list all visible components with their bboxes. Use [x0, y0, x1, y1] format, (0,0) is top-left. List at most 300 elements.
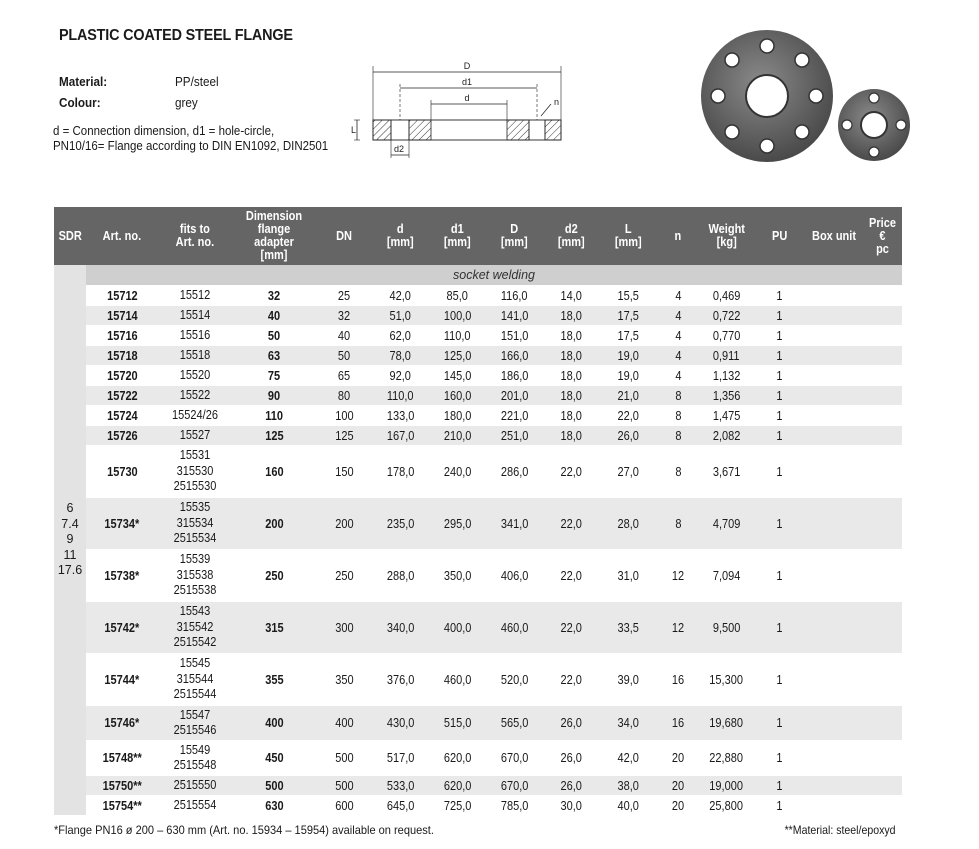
d-cell: 62,0 [372, 326, 429, 346]
n-cell: 20 [657, 776, 699, 796]
fits-cell [158, 366, 232, 386]
art-no-cell: 15716 [86, 326, 158, 346]
fits-value: 15512 [179, 287, 211, 302]
flange-product-photo [700, 22, 920, 182]
art-no-cell: 15714 [86, 306, 158, 326]
description [53, 124, 328, 154]
pu-cell: 1 [754, 446, 805, 498]
box-unit-cell [805, 602, 863, 654]
d-cell: 430,0 [372, 706, 429, 741]
col-n: n [657, 207, 699, 265]
fits-cell [158, 498, 232, 550]
dn-cell: 100 [316, 406, 372, 426]
d2-cell: 22,0 [543, 602, 600, 654]
d2-cell: 14,0 [543, 286, 600, 306]
box-unit-cell [805, 366, 863, 386]
dn-cell: 500 [316, 741, 372, 776]
D-cell: 286,0 [486, 446, 543, 498]
d2-cell: 22,0 [543, 550, 600, 602]
price-cell [863, 406, 902, 426]
D-cell: 670,0 [486, 741, 543, 776]
D-cell: 151,0 [486, 326, 543, 346]
box-unit-cell [805, 741, 863, 776]
col-dimension: Dimension flange adapter [mm] [232, 207, 316, 265]
sdr-value: 6 [66, 501, 74, 516]
col-sdr: SDR [54, 207, 86, 265]
d2-cell: 22,0 [543, 446, 600, 498]
pu-cell: 1 [754, 550, 805, 602]
L-cell: 40,0 [600, 796, 657, 816]
D-cell: 460,0 [486, 602, 543, 654]
weight-cell: 1,132 [699, 366, 754, 386]
fits-cell [158, 346, 232, 366]
weight-cell: 4,709 [699, 498, 754, 550]
D-cell: 670,0 [486, 776, 543, 796]
col-d2: d2 [mm] [543, 207, 600, 265]
dimension-cell: 32 [232, 286, 316, 306]
box-unit-cell [805, 346, 863, 366]
art-no-cell: 15748** [86, 741, 158, 776]
L-cell: 42,0 [600, 741, 657, 776]
dimension-cell: 355 [232, 654, 316, 706]
d-cell: 51,0 [372, 306, 429, 326]
fits-value: 15527 [179, 427, 211, 442]
fits-value: 15549 [179, 742, 211, 757]
d-cell: 133,0 [372, 406, 429, 426]
weight-cell: 9,500 [699, 602, 754, 654]
art-no-cell: 15722 [86, 386, 158, 406]
footnote-left: *Flange PN16 ø 200 – 630 mm (Art. no. 15934 – 15954) available on request. [54, 823, 434, 837]
d-cell: 78,0 [372, 346, 429, 366]
label-L: L [351, 125, 357, 135]
fits-cell [158, 602, 232, 654]
n-cell: 16 [657, 654, 699, 706]
box-unit-cell [805, 286, 863, 306]
d-cell: 340,0 [372, 602, 429, 654]
pu-cell: 1 [754, 498, 805, 550]
table-row [54, 366, 902, 386]
fits-value: 2515548 [173, 758, 217, 772]
d1-cell: 145,0 [429, 366, 486, 386]
price-cell [863, 346, 902, 366]
weight-cell: 1,356 [699, 386, 754, 406]
col-L: L [mm] [600, 207, 657, 265]
price-cell [863, 446, 902, 498]
pu-cell: 1 [754, 706, 805, 741]
L-cell: 21,0 [600, 386, 657, 406]
page-title: PLASTIC COATED STEEL FLANGE [59, 27, 293, 44]
sdr-value: 11 [63, 547, 77, 562]
d1-cell: 100,0 [429, 306, 486, 326]
col-dn: DN [316, 207, 372, 265]
price-cell [863, 654, 902, 706]
pu-cell: 1 [754, 426, 805, 446]
label-D: D [463, 61, 471, 71]
price-cell [863, 286, 902, 306]
art-no-cell: 15738* [86, 550, 158, 602]
fits-cell [158, 550, 232, 602]
L-cell: 31,0 [600, 550, 657, 602]
L-cell: 26,0 [600, 426, 657, 446]
pu-cell: 1 [754, 386, 805, 406]
col-d: d [mm] [372, 207, 429, 265]
small-flange-image [838, 89, 910, 161]
d1-cell: 460,0 [429, 654, 486, 706]
L-cell: 17,5 [600, 306, 657, 326]
box-unit-cell [805, 326, 863, 346]
d1-cell: 240,0 [429, 446, 486, 498]
weight-cell: 0,469 [699, 286, 754, 306]
L-cell: 34,0 [600, 706, 657, 741]
box-unit-cell [805, 796, 863, 816]
art-no-cell: 15742* [86, 602, 158, 654]
weight-cell: 7,094 [699, 550, 754, 602]
art-no-cell: 15726 [86, 426, 158, 446]
fits-cell [158, 286, 232, 306]
dimension-cell: 315 [232, 602, 316, 654]
fits-cell [158, 306, 232, 326]
fits-value: 15520 [179, 367, 211, 382]
fits-value: 2515544 [173, 687, 217, 702]
dn-cell: 32 [316, 306, 372, 326]
d1-cell: 350,0 [429, 550, 486, 602]
weight-cell: 19,000 [699, 776, 754, 796]
price-cell [863, 326, 902, 346]
d2-cell: 30,0 [543, 796, 600, 816]
col-box-unit: Box unit [805, 207, 863, 265]
d-cell: 42,0 [372, 286, 429, 306]
dimension-cell: 75 [232, 366, 316, 386]
art-no-cell: 15730 [86, 446, 158, 498]
dimension-cell: 40 [232, 306, 316, 326]
weight-cell: 25,800 [699, 796, 754, 816]
fits-value: 15514 [179, 307, 211, 322]
price-cell [863, 498, 902, 550]
fits-value: 2515534 [173, 531, 217, 546]
d2-cell: 18,0 [543, 346, 600, 366]
fits-cell [158, 326, 232, 346]
d-cell: 178,0 [372, 446, 429, 498]
fits-value: 315530 [176, 463, 214, 478]
fits-value: 15516 [179, 327, 211, 342]
L-cell: 17,5 [600, 326, 657, 346]
dimension-cell: 400 [232, 706, 316, 741]
n-cell: 16 [657, 706, 699, 741]
dimension-cell: 63 [232, 346, 316, 366]
table-row [54, 776, 902, 796]
fits-value: 315534 [176, 515, 214, 530]
d2-cell: 22,0 [543, 498, 600, 550]
dimension-cell: 250 [232, 550, 316, 602]
d-cell: 110,0 [372, 386, 429, 406]
fits-cell [158, 796, 232, 816]
price-cell [863, 426, 902, 446]
D-cell: 341,0 [486, 498, 543, 550]
n-cell: 8 [657, 446, 699, 498]
n-cell: 8 [657, 426, 699, 446]
price-cell [863, 386, 902, 406]
d1-cell: 210,0 [429, 426, 486, 446]
fits-value: 15547 [179, 707, 211, 722]
D-cell: 251,0 [486, 426, 543, 446]
table-row [54, 386, 902, 406]
fits-cell [158, 446, 232, 498]
col-d1: d1 [mm] [429, 207, 486, 265]
col-pu: PU [754, 207, 805, 265]
n-cell: 4 [657, 306, 699, 326]
sdr-value: 9 [66, 532, 74, 547]
col-D: D [mm] [486, 207, 543, 265]
fits-value: 315538 [176, 567, 214, 582]
dn-cell: 25 [316, 286, 372, 306]
box-unit-cell [805, 706, 863, 741]
fits-value: 15531 [179, 448, 211, 463]
dimension-cell: 90 [232, 386, 316, 406]
box-unit-cell [805, 550, 863, 602]
price-cell [863, 776, 902, 796]
dn-cell: 65 [316, 366, 372, 386]
pu-cell: 1 [754, 286, 805, 306]
L-cell: 15,5 [600, 286, 657, 306]
table-row [54, 796, 902, 816]
table-row [54, 286, 902, 306]
L-cell: 33,5 [600, 602, 657, 654]
dn-cell: 125 [316, 426, 372, 446]
weight-cell: 3,671 [699, 446, 754, 498]
L-cell: 28,0 [600, 498, 657, 550]
fits-value: 2515530 [173, 479, 217, 494]
weight-cell: 2,082 [699, 426, 754, 446]
d2-cell: 26,0 [543, 776, 600, 796]
pu-cell: 1 [754, 366, 805, 386]
price-cell [863, 366, 902, 386]
dn-cell: 400 [316, 706, 372, 741]
pu-cell: 1 [754, 346, 805, 366]
fits-value: 2515554 [173, 797, 217, 812]
D-cell: 785,0 [486, 796, 543, 816]
table-row [54, 741, 902, 776]
L-cell: 22,0 [600, 406, 657, 426]
spec-value: PP/steel [175, 74, 219, 89]
d1-cell: 85,0 [429, 286, 486, 306]
n-cell: 4 [657, 326, 699, 346]
dn-cell: 50 [316, 346, 372, 366]
d1-cell: 620,0 [429, 741, 486, 776]
weight-cell: 1,475 [699, 406, 754, 426]
D-cell: 186,0 [486, 366, 543, 386]
pu-cell: 1 [754, 602, 805, 654]
d2-cell: 18,0 [543, 326, 600, 346]
n-cell: 4 [657, 286, 699, 306]
table-row [54, 306, 902, 326]
d-cell: 376,0 [372, 654, 429, 706]
d-cell: 167,0 [372, 426, 429, 446]
spec-value: grey [175, 95, 198, 110]
d2-cell: 26,0 [543, 741, 600, 776]
L-cell: 19,0 [600, 346, 657, 366]
table-row [54, 654, 902, 706]
d-cell: 533,0 [372, 776, 429, 796]
table-row [54, 326, 902, 346]
n-cell: 20 [657, 741, 699, 776]
fits-value: 15543 [179, 604, 211, 619]
label-n: n [554, 97, 560, 107]
pu-cell: 1 [754, 306, 805, 326]
description-line: d = Connection dimension, d1 = hole-circle, [53, 124, 275, 138]
dn-cell: 250 [316, 550, 372, 602]
d2-cell: 26,0 [543, 706, 600, 741]
d2-cell: 18,0 [543, 406, 600, 426]
D-cell: 116,0 [486, 286, 543, 306]
dimension-cell: 125 [232, 426, 316, 446]
D-cell: 221,0 [486, 406, 543, 426]
L-cell: 39,0 [600, 654, 657, 706]
n-cell: 12 [657, 602, 699, 654]
d-cell: 288,0 [372, 550, 429, 602]
art-no-cell: 15734* [86, 498, 158, 550]
d2-cell: 18,0 [543, 386, 600, 406]
weight-cell: 0,722 [699, 306, 754, 326]
box-unit-cell [805, 498, 863, 550]
D-cell: 166,0 [486, 346, 543, 366]
label-d2: d2 [394, 144, 405, 154]
n-cell: 12 [657, 550, 699, 602]
fits-value: 2515546 [173, 723, 217, 737]
col-weight: Weight [kg] [699, 207, 754, 265]
fits-value: 2515538 [173, 583, 217, 598]
sdr-value: 7.4 [61, 516, 79, 531]
table-row [54, 446, 902, 498]
D-cell: 520,0 [486, 654, 543, 706]
footnote-right: **Material: steel/epoxyd [784, 823, 896, 837]
dn-cell: 200 [316, 498, 372, 550]
art-no-cell: 15754** [86, 796, 158, 816]
fits-cell [158, 406, 232, 426]
d-cell: 517,0 [372, 741, 429, 776]
box-unit-cell [805, 306, 863, 326]
label-d: d [464, 93, 470, 103]
col-price: Price € pc [863, 207, 902, 265]
d1-cell: 110,0 [429, 326, 486, 346]
fits-value: 15539 [179, 552, 211, 567]
n-cell: 20 [657, 796, 699, 816]
art-no-cell: 15750** [86, 776, 158, 796]
art-no-cell: 15718 [86, 346, 158, 366]
price-cell [863, 741, 902, 776]
pu-cell: 1 [754, 654, 805, 706]
flange-table [54, 207, 902, 816]
dn-cell: 500 [316, 776, 372, 796]
table-row [54, 550, 902, 602]
large-flange-image [701, 30, 833, 162]
flange-cross-section-diagram [345, 58, 575, 168]
box-unit-cell [805, 776, 863, 796]
d1-cell: 620,0 [429, 776, 486, 796]
fits-cell [158, 741, 232, 776]
table-row [54, 406, 902, 426]
pu-cell: 1 [754, 796, 805, 816]
sdr-value: 17.6 [57, 563, 83, 578]
weight-cell: 22,880 [699, 741, 754, 776]
box-unit-cell [805, 654, 863, 706]
specs-block [59, 71, 223, 113]
art-no-cell: 15724 [86, 406, 158, 426]
fits-cell [158, 426, 232, 446]
price-cell [863, 796, 902, 816]
table-row [54, 706, 902, 741]
fits-value: 15535 [179, 500, 211, 515]
fits-value: 315542 [176, 619, 214, 634]
section-label: socket welding [86, 265, 902, 286]
dimension-cell: 200 [232, 498, 316, 550]
D-cell: 141,0 [486, 306, 543, 326]
n-cell: 8 [657, 406, 699, 426]
col-fits-to: fits to Art. no. [158, 207, 232, 265]
dn-cell: 600 [316, 796, 372, 816]
fits-cell [158, 706, 232, 741]
d2-cell: 22,0 [543, 654, 600, 706]
n-cell: 8 [657, 498, 699, 550]
d1-cell: 180,0 [429, 406, 486, 426]
dn-cell: 150 [316, 446, 372, 498]
art-no-cell: 15746* [86, 706, 158, 741]
label-d1: d1 [461, 77, 473, 87]
L-cell: 38,0 [600, 776, 657, 796]
dimension-cell: 500 [232, 776, 316, 796]
spec-material [59, 71, 223, 92]
table-row [54, 498, 902, 550]
price-cell [863, 602, 902, 654]
d1-cell: 295,0 [429, 498, 486, 550]
n-cell: 8 [657, 386, 699, 406]
pu-cell: 1 [754, 741, 805, 776]
box-unit-cell [805, 426, 863, 446]
d2-cell: 18,0 [543, 426, 600, 446]
d-cell: 235,0 [372, 498, 429, 550]
box-unit-cell [805, 406, 863, 426]
table-row [54, 426, 902, 446]
box-unit-cell [805, 386, 863, 406]
d1-cell: 400,0 [429, 602, 486, 654]
table-row [54, 346, 902, 366]
section-row [54, 265, 902, 286]
fits-cell [158, 386, 232, 406]
fits-cell [158, 776, 232, 796]
art-no-cell: 15720 [86, 366, 158, 386]
spec-colour [59, 92, 223, 113]
d1-cell: 515,0 [429, 706, 486, 741]
pu-cell: 1 [754, 406, 805, 426]
spec-label: Colour: [59, 95, 101, 110]
D-cell: 406,0 [486, 550, 543, 602]
fits-value: 2515542 [173, 635, 217, 650]
n-cell: 4 [657, 346, 699, 366]
dn-cell: 350 [316, 654, 372, 706]
fits-value: 2515550 [173, 777, 217, 792]
L-cell: 27,0 [600, 446, 657, 498]
D-cell: 201,0 [486, 386, 543, 406]
D-cell: 565,0 [486, 706, 543, 741]
dn-cell: 80 [316, 386, 372, 406]
dimension-cell: 50 [232, 326, 316, 346]
dn-cell: 300 [316, 602, 372, 654]
weight-cell: 0,770 [699, 326, 754, 346]
d-cell: 92,0 [372, 366, 429, 386]
d2-cell: 18,0 [543, 306, 600, 326]
d1-cell: 160,0 [429, 386, 486, 406]
d2-cell: 18,0 [543, 366, 600, 386]
price-cell [863, 706, 902, 741]
